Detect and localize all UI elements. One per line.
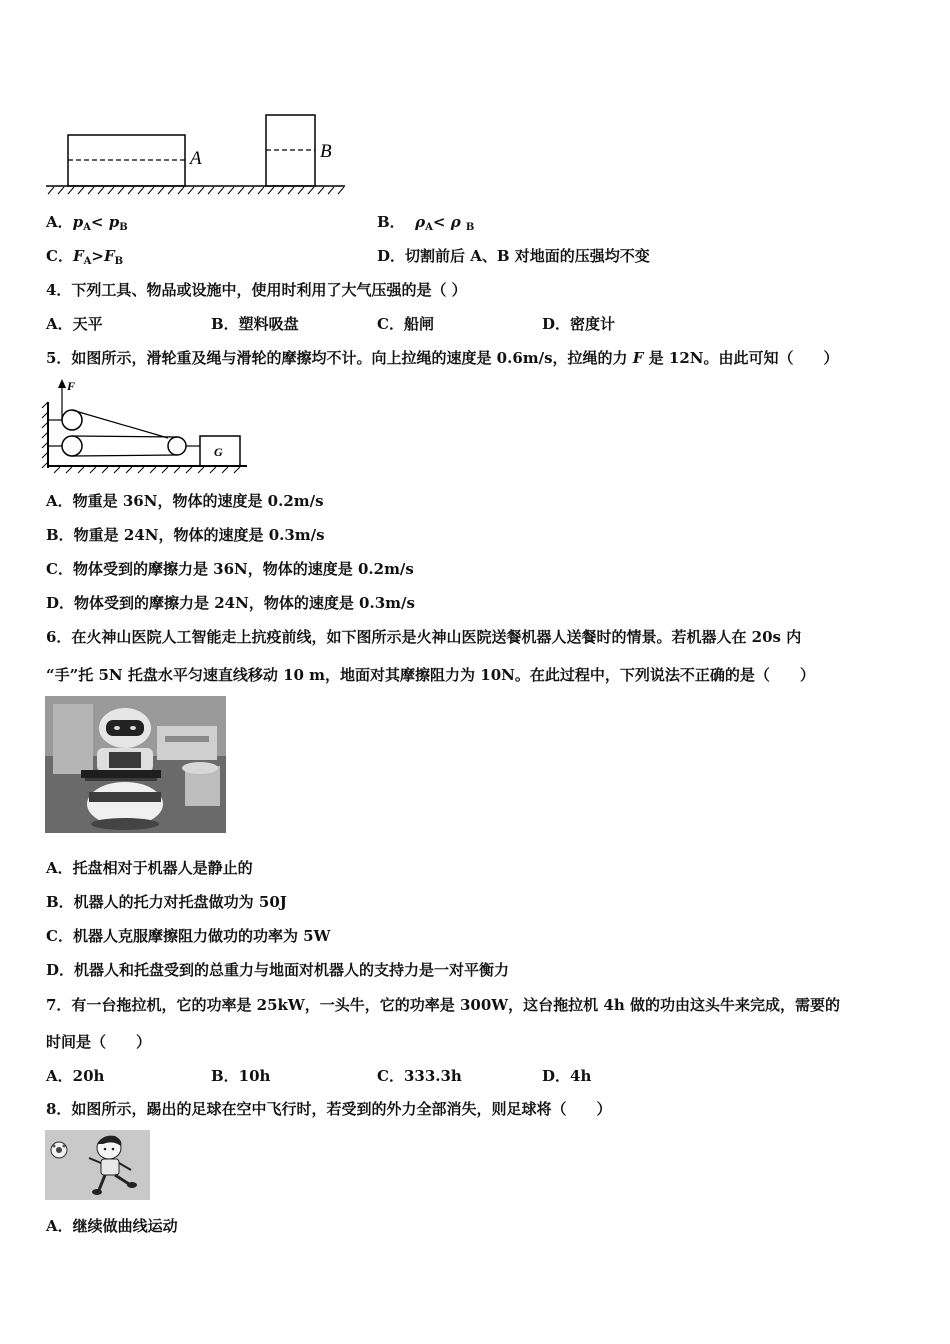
pulley-figure (40, 376, 255, 474)
fixed-pulley-top (62, 410, 82, 430)
q5-option-b: B．物重是 24N，物体的速度是 0.3m/s (46, 526, 325, 544)
containers-figure (40, 108, 350, 196)
movable-pulley (168, 437, 186, 455)
q4-option-b: B．塑料吸盘 (211, 315, 299, 333)
container-a-label: A (190, 148, 202, 169)
q7-stem-line2: 时间是（ ） (46, 1033, 152, 1051)
q5-stem: 5．如图所示，滑轮重及绳与滑轮的摩擦均不计。向上拉绳的速度是 0.6m/s，拉绳的力 F 是 12N。由此可知（ ） (46, 349, 839, 367)
q7-option-d: D．4h (542, 1067, 592, 1085)
fixed-pulley-bottom (62, 436, 82, 456)
q4-stem: 4．下列工具、物品或设施中，使用时利用了大气压强的是（ ） (46, 281, 467, 299)
football-illustration (45, 1130, 150, 1200)
q7-option-a: A．20h (46, 1067, 105, 1085)
q6-stem-line2: “手”托 5N 托盘水平匀速直线移动 10 m，地面对其摩擦阻力为 10N。在此过程中，下列说法不正确的是（ ） (46, 666, 815, 684)
container-b-label: B (320, 141, 332, 162)
force-label: F (67, 379, 76, 393)
q6-option-d: D．机器人和托盘受到的总重力与地面对机器人的支持力是一对平衡力 (46, 961, 510, 979)
q6-option-c: C．机器人克服摩擦阻力做功的功率为 5W (46, 927, 331, 945)
q3-option-c: C．$F_A>F_B$ (46, 247, 124, 267)
q4-option-a: A．天平 (46, 315, 103, 333)
q6-option-a: A．托盘相对于机器人是静止的 (46, 859, 253, 877)
q3-option-b: B． $\rho_A< \rho$ $_B$ (377, 213, 475, 233)
q5-option-a: A．物重是 36N，物体的速度是 0.2m/s (46, 492, 324, 510)
q4-option-d: D．密度计 (542, 315, 616, 333)
q5-option-d: D．物体受到的摩擦力是 24N，物体的速度是 0.3m/s (46, 594, 415, 612)
q7-stem-line1: 7．有一台拖拉机，它的功率是 25kW，一头牛，它的功率是 300W，这台拖拉机 4h 做的功由这头牛来完成，需要的 (46, 996, 840, 1014)
q8-option-a: A．继续做曲线运动 (46, 1217, 178, 1235)
q5-option-c: C．物体受到的摩擦力是 36N，物体的速度是 0.2m/s (46, 560, 414, 578)
block-g-label: G (214, 445, 223, 459)
q8-stem: 8．如图所示，踢出的足球在空中飞行时，若受到的外力全部消失，则足球将（ ） (46, 1100, 612, 1118)
q3-option-a: A．$p_A< p_B$ (46, 213, 128, 233)
q7-option-c: C．333.3h (377, 1067, 462, 1085)
q6-stem-line1: 6．在火神山医院人工智能走上抗疫前线，如下图所示是火神山医院送餐机器人送餐时的情景。若机器人在 20s 内 (46, 628, 802, 646)
q4-option-c: C．船闸 (377, 315, 434, 333)
robot-photo (45, 696, 226, 833)
q7-option-b: B．10h (211, 1067, 271, 1085)
q3-option-d: D．切割前后 A、B 对地面的压强均不变 (377, 247, 650, 265)
q6-option-b: B．机器人的托力对托盘做功为 50J (46, 893, 287, 911)
